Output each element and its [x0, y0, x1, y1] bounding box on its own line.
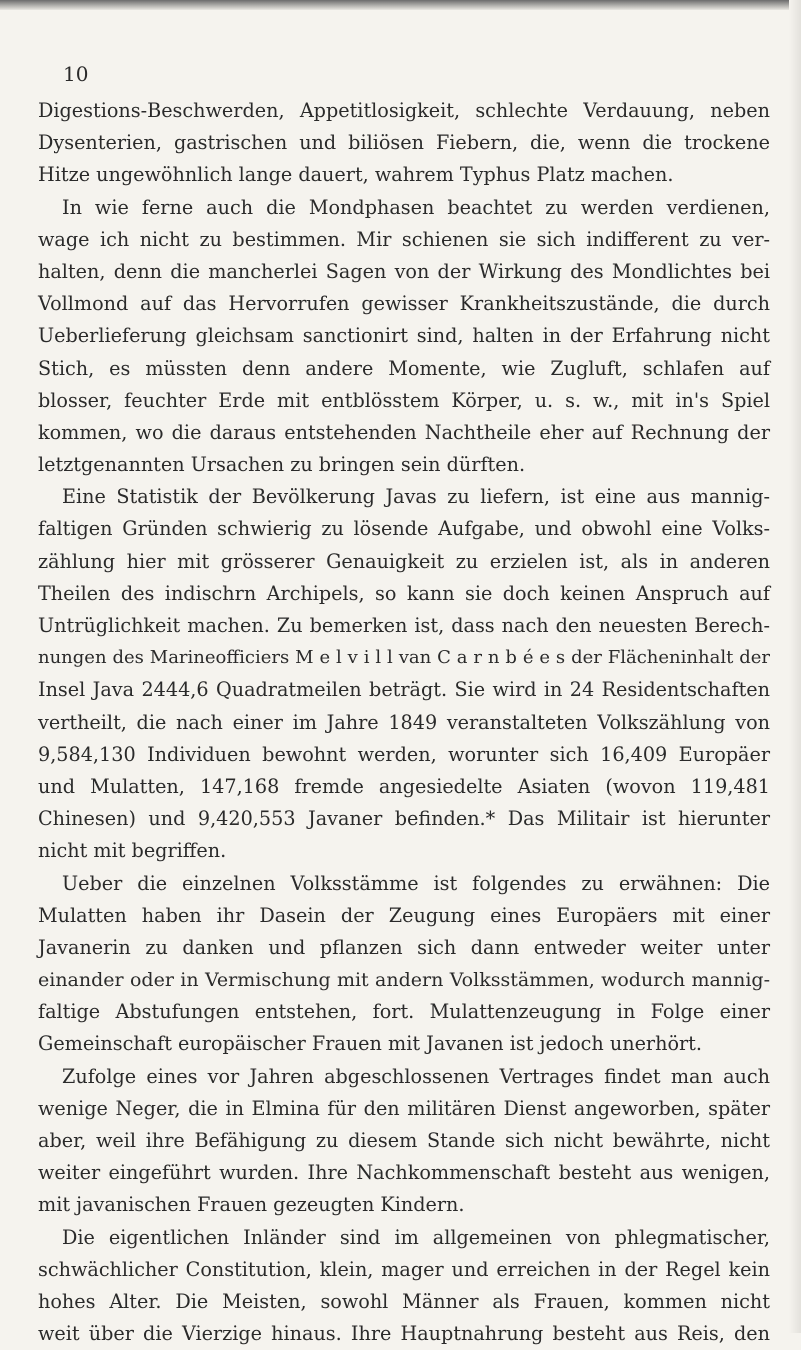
text-line: Mulatten haben ihr Dasein der Zeugung eines Europäers mit einer — [38, 903, 770, 927]
text-line: Theilen des indischrn Archipels, so kann sie doch keinen Anspruch auf — [38, 581, 770, 605]
text-line: Gemeinschaft europäischer Frauen mit Javanen ist jedoch unerhört. — [38, 1032, 702, 1056]
text-line: faltige Abstufungen entstehen, fort. Mulattenzeugung in Folge einer — [38, 1000, 770, 1024]
text-line: Stich, es müssten denn andere Momente, wie Zugluft, schlafen auf — [38, 356, 770, 380]
text-line: Hitze ungewöhnlich lange dauert, wahrem Typhus Platz machen. — [38, 163, 674, 187]
text-line: Javanerin zu danken und pflanzen sich dann entweder weiter unter — [38, 935, 770, 959]
page-edge-shadow — [0, 0, 801, 10]
text-line: Insel Java 2444,6 Quadratmeilen beträgt. Sie wird in 24 Residentschaften — [38, 678, 770, 702]
text-line: letztgenannten Ursachen zu bringen sein dürften. — [38, 453, 526, 477]
text-line: faltigen Gründen schwierig zu lösende Aufgabe, und obwohl eine Volks- — [38, 517, 770, 541]
text-line: wage ich nicht zu bestimmen. Mir schienen sie sich indifferent zu ver- — [38, 227, 770, 251]
text-line: einander oder in Vermischung mit andern Volksstämmen, wodurch mannig- — [38, 969, 770, 992]
text-line: vertheilt, die nach einer im Jahre 1849 veranstalteten Volkszählung von — [38, 710, 770, 734]
text-line: Vollmond auf das Hervorrufen gewisser Krankheitszustände, die durch — [38, 292, 770, 316]
text-line: Chinesen) und 9,420,553 Javaner befinden.* Das Militair ist hierunter — [38, 807, 770, 831]
text-line: kommen, wo die daraus entstehenden Nachtheile eher auf Rechnung der — [38, 420, 770, 444]
text-line: Ueber die einzelnen Volksstämme ist folgendes zu erwähnen: Die — [62, 871, 770, 895]
page-number: 10 — [63, 62, 89, 86]
text-line: nicht mit begriffen. — [38, 839, 227, 863]
text-line: 9,584,130 Individuen bewohnt werden, worunter sich 16,409 Europäer — [38, 742, 770, 766]
text-line: mit javanischen Frauen gezeugten Kindern. — [38, 1193, 465, 1217]
text-line: aber, weil ihre Befähigung zu diesem Stande sich nicht bewährte, nicht — [38, 1129, 770, 1152]
text-line: Dysenterien, gastrischen und biliösen Fiebern, die, wenn die trockene — [38, 131, 770, 155]
text-line: blosser, feuchter Erde mit entblösstem Körper, u. s. w., mit in's Spiel — [38, 388, 770, 412]
text-line: schwächlicher Constitution, klein, mager und erreichen in der Regel kein — [38, 1257, 770, 1281]
text-line: weit über die Vierzige hinaus. Ihre Hauptnahrung besteht aus Reis, den — [38, 1322, 770, 1346]
text-line: Untrüglichkeit machen. Zu bemerken ist, dass nach den neuesten Berech- — [38, 614, 770, 637]
text-line: zählung hier mit grösserer Genauigkeit zu erzielen ist, als in anderen — [38, 549, 770, 573]
text-line: Zufolge eines vor Jahren abgeschlossenen Vertrages findet man auch — [62, 1064, 770, 1088]
text-line: und Mulatten, 147,168 fremde angesiedelte Asiaten (wovon 119,481 — [38, 774, 770, 798]
text-line: hohes Alter. Die Meisten, sowohl Männer als Frauen, kommen nicht — [38, 1289, 770, 1313]
body-text — [38, 95, 770, 1350]
text-line: Eine Statistik der Bevölkerung Javas zu liefern, ist eine aus mannig- — [62, 485, 770, 509]
text-line: wenige Neger, die in Elmina für den militären Dienst angeworben, später — [38, 1096, 770, 1120]
text-line: Die eigentlichen Inländer sind im allgemeinen von phlegmatischer, — [62, 1225, 770, 1249]
page-edge-right — [789, 0, 801, 1333]
text-line: weiter eingeführt wurden. Ihre Nachkommenschaft besteht aus wenigen, — [38, 1161, 770, 1185]
text-line: Ueberlieferung gleichsam sanctionirt sind, halten in der Erfahrung nicht — [38, 324, 770, 348]
text-line: halten, denn die mancherlei Sagen von der Wirkung des Mondlichtes bei — [38, 259, 770, 283]
text-line: In wie ferne auch die Mondphasen beachtet zu werden verdienen, — [62, 195, 770, 219]
text-line: Digestions-Beschwerden, Appetitlosigkeit, schlechte Verdauung, neben — [38, 99, 770, 122]
text-line: nungen des Marineofficiers M e l v i l l van C a r n b é e s der Flächeninhalt der — [38, 647, 770, 669]
